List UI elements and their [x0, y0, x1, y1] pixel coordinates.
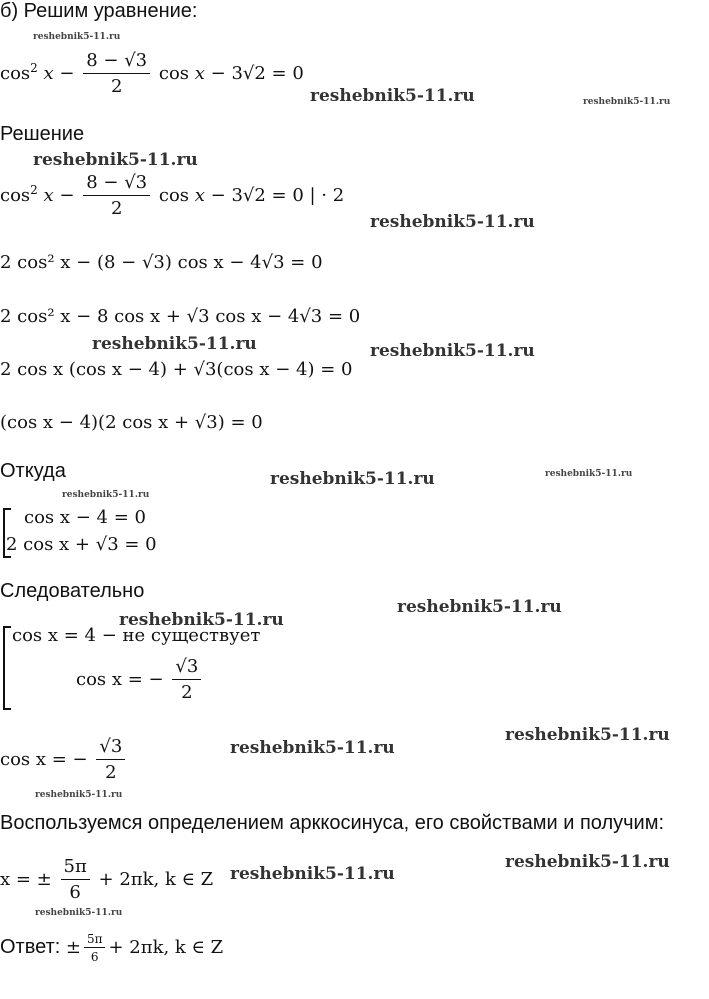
watermark: reshebnik5-11.ru	[92, 334, 257, 354]
watermark: reshebnik5-11.ru	[370, 341, 535, 361]
watermark: reshebnik5-11.ru	[397, 597, 562, 617]
watermark: reshebnik5-11.ru	[505, 725, 670, 745]
solution-label: Решение	[0, 123, 85, 145]
result-x: x = ± $\frac{5\pi}{6}$ + 2πk, k ∈ Z	[0, 856, 214, 903]
fraction: $\frac{5\pi}{6}$	[61, 856, 90, 904]
answer-line: Ответ: ± $\frac{5\pi}{6}$ + 2πk, k ∈ Z	[0, 932, 224, 964]
equation-original: $\cos^2 x$ − $\frac{8 - √3}{2}$ cos x − 3√2 = 0	[0, 50, 304, 97]
fraction: $\frac{5\pi}{6}$	[84, 932, 106, 964]
fraction: $\frac{√3}{2}$	[172, 656, 201, 704]
watermark: reshebnik5-11.ru	[62, 490, 150, 500]
watermark: reshebnik5-11.ru	[119, 610, 284, 630]
watermark: reshebnik5-11.ru	[545, 469, 633, 479]
watermark: reshebnik5-11.ru	[230, 864, 395, 884]
result-cos: cos x = − $\frac{√3}{2}$	[0, 736, 128, 784]
watermark: reshebnik5-11.ru	[270, 469, 435, 489]
system-row-2: 2 cos x + √3 = 0	[6, 534, 157, 555]
system-bracket	[3, 626, 11, 710]
watermark: reshebnik5-11.ru	[583, 97, 671, 107]
whence-label: Откуда	[0, 460, 66, 482]
equation-multiplied: $\cos^2 x$ − $\frac{8 - √3}{2}$ cos x − 3√2 = 0 | · 2	[0, 172, 345, 219]
watermark: reshebnik5-11.ru	[33, 150, 198, 170]
system-row-2: cos x = − $\frac{√3}{2}$	[76, 656, 204, 704]
arccos-sentence: Воспользуемся определением арккосинуса, его свойствами и получим:	[0, 812, 665, 834]
watermark: reshebnik5-11.ru	[35, 908, 123, 918]
watermark: reshebnik5-11.ru	[370, 212, 535, 232]
watermark: reshebnik5-11.ru	[33, 32, 121, 42]
watermark: reshebnik5-11.ru	[310, 86, 475, 106]
equation-step-6: (cos x − 4)(2 cos x + √3) = 0	[0, 412, 263, 433]
fraction: $\frac{8 - √3}{2}$	[83, 50, 150, 98]
watermark: reshebnik5-11.ru	[505, 852, 670, 872]
system-row-1: cos x − 4 = 0	[24, 507, 146, 528]
equation-step-5: 2 cos x (cos x − 4) + √3(cos x − 4) = 0	[0, 359, 353, 380]
fraction: $\frac{8 - √3}{2}$	[83, 172, 150, 220]
equation-step-4: 2 cos² x − 8 cos x + √3 cos x − 4√3 = 0	[0, 306, 361, 327]
task-heading: б) Решим уравнение:	[0, 0, 198, 22]
watermark: reshebnik5-11.ru	[35, 790, 123, 800]
system-row-1: cos x = 4 − не существует	[12, 625, 261, 646]
watermark: reshebnik5-11.ru	[230, 738, 395, 758]
fraction: $\frac{√3}{2}$	[96, 736, 125, 784]
equation-step-3: 2 cos² x − (8 − √3) cos x − 4√3 = 0	[0, 252, 323, 273]
consequently-label: Следовательно	[0, 580, 145, 602]
